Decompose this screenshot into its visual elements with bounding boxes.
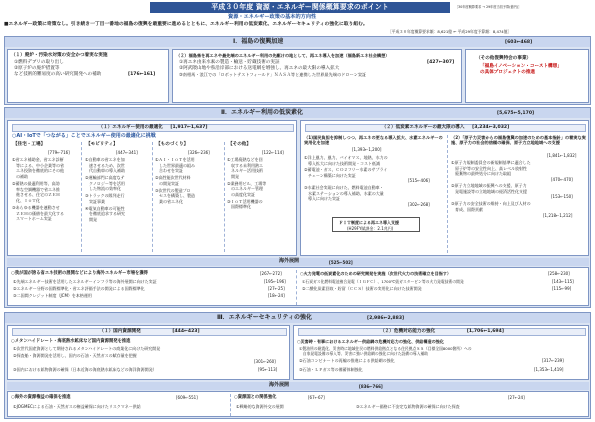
low-carbon-amount: [3,234←3,032] <box>472 125 510 130</box>
decommission-item-3: など技術的難易度の高い研究開発への補助 <box>14 72 102 77</box>
overseas-rights-amount: [609←551] <box>176 395 198 400</box>
other-line: 収する未利用熱エ <box>227 162 263 168</box>
total-budget: ［平成３０年度概算要求額：8,621億 ← 平成29年度予算額：8,474億］ <box>388 29 512 34</box>
thermal-line: ②二酸化炭素回収・貯留（ＣＣＳ）技術の実用化に向けた技術開発 <box>302 286 422 291</box>
mobility-line: を徹底追求する研究 <box>85 211 125 216</box>
manufacturing-line: した世界最適の組み <box>155 162 195 168</box>
domestic-resources-lead: ○メタンハイドレート・海底熱水鉱床など国内資源開発を推進 <box>11 339 131 344</box>
crisis-response-lead: ○災害時・有事におけるエネルギー供給網の危機対応力の強化、供給構造の強化 <box>297 339 444 344</box>
house-line: ①省エネ補助金、省エネ診断 <box>12 157 64 162</box>
mobility-line: ④電気自動車の可能性 <box>85 205 125 211</box>
decommission-amount: [176←161] <box>128 72 156 77</box>
thermal-line-amount: [115←99] <box>552 286 572 291</box>
unit-note: ［30年度概算要求 → 29年度当初予算(億円)］ <box>455 5 522 9</box>
other-reconstruction-heading: （その他復興特会の事業） <box>476 56 532 61</box>
low-carbon-box <box>300 120 589 256</box>
crisis-response-line: ②石油コンビナートの再編の推進による供給網の強化 <box>299 358 395 363</box>
renewable-line: ③水素社会実現に向けた、燃料電池自動車・ <box>304 185 384 190</box>
fukushima-re-amount: [427←307] <box>427 60 455 65</box>
domestic-resources-line: ①次世代国産資源として期待されるメタンハイドレートの商業化に向けた研究開発 <box>13 346 161 351</box>
domestic-resources-box <box>7 325 290 380</box>
energy-use-title: （１）エネルギー使用の最適化 <box>98 125 163 130</box>
resource-relations-amount: [67←67] <box>308 395 325 400</box>
house-line: 化、ＩｏＴ化 <box>12 197 40 203</box>
house-amount: [779←716] <box>48 150 70 155</box>
manufacturing-amount: [326←236] <box>188 150 210 155</box>
house-line: スマートホーム実証 <box>12 216 52 221</box>
page-title-bar <box>150 2 450 13</box>
low-carbon-title: （２）低炭素エネルギーの最大限の導入 <box>381 125 465 130</box>
other-line: ネルギー活用技術 <box>227 168 263 173</box>
manufacturing-line: ①ＡＩ・ＩｏＴを活用 <box>155 157 195 162</box>
crisis-response-header <box>298 328 586 336</box>
overseas-rights-heading: ○海外の資源権益の確保を推進 <box>11 395 71 400</box>
section-1-title: Ⅰ．福島の復興加速 <box>233 38 284 45</box>
crisis-response-amount-2: [1,353←1,419] <box>534 367 564 372</box>
overseas-efficiency-line-amount: [18←24] <box>268 293 285 298</box>
fukushima-re-heading: （２）福島県を再エネや最先端のエネルギー利用の先駆けの地として、再エネ導入を加速（福島新エネ社会構想） <box>176 53 390 58</box>
fit-label: ＦＩＴ制度による再エネ導入支援 <box>339 219 399 225</box>
renewable-amount-3: [302←268] <box>408 202 430 207</box>
section-2-overseas-title: 海外展開 <box>279 258 300 265</box>
page-title: 平成３０年度 資源・エネルギー関係概算要求のポイント <box>211 3 389 11</box>
crisis-response-box <box>293 325 589 380</box>
resource-relations-heading: ○資源国との関係強化 <box>234 395 277 400</box>
domestic-resources-amount: [444←423] <box>172 329 200 334</box>
domestic-resources-line: ③国内における鉱物資源の確保（日本近海の海底熱水鉱床などの海洋資源開発） <box>13 367 157 372</box>
section-2-overseas-box <box>7 267 589 306</box>
section-2-header <box>5 108 590 118</box>
manufacturing-line: セスを構築し、製造 <box>155 193 195 198</box>
mobility-amount: [447←341] <box>116 150 138 155</box>
section-2-overseas-header <box>7 258 589 266</box>
other-line: ③ＩｏＴ活用機器の <box>227 198 263 204</box>
renewable-line: ①洋上風力、風力、バイオマス、地熱、水力の <box>304 155 388 160</box>
thermal-amount: [258←230] <box>548 271 570 276</box>
low-carbon-header <box>305 124 586 132</box>
nuclear-line: 発電施設等の立地地域の経済活性化支援 <box>451 188 527 194</box>
divider <box>296 270 297 305</box>
manufacturing-line: 合わせを実証 <box>155 168 183 173</box>
section-1-mid-box <box>172 49 462 103</box>
other-line: ①工場廃熱などを回 <box>227 157 263 162</box>
house-line: 等による、中小企業等の省 <box>12 162 64 168</box>
divider <box>224 142 225 252</box>
policy-statement: ■エネルギー政策に奇策なし。引き続き一丁目一番地の福島の復興を最重要に進めるとともに、エネルギー利用の低炭素化、エネルギーセキュリティの強化に取り組む。 <box>4 22 368 27</box>
house-line: の補助 <box>12 173 28 179</box>
innovation-coast-line-1: 「福島イノベーション・コースト構想」 <box>480 64 562 69</box>
nuclear-line: ①原子力規制委員会の新規制基準に適合した <box>451 160 531 165</box>
house-line: 進させる、住宅のＺＥＨ <box>12 192 60 197</box>
nuclear-line: ②原子力立地地域の振興への支援、原子力 <box>451 183 527 188</box>
crisis-response-amount-1: [317←239] <box>542 358 564 363</box>
energy-use-box <box>7 120 297 256</box>
decommission-heading: （１）廃炉・汚染水対策の安全かつ着実な実施 <box>11 53 108 58</box>
section-3-overseas-box <box>7 391 589 417</box>
mobility-line: クノロジー等を活用 <box>85 180 125 186</box>
other-heading: 【その他】 <box>228 142 251 147</box>
nuclear-column <box>451 135 587 253</box>
section-3-overseas-header <box>7 382 589 390</box>
nuclear-line: 原子炉等の安全性向上、高レベル放射性 <box>451 165 527 171</box>
section-3-overseas-title: 海外展開 <box>269 382 290 389</box>
domestic-resources-amount-1: [301←260] <box>254 359 276 364</box>
domestic-resources-header <box>12 328 287 336</box>
energy-use-header <box>12 124 294 132</box>
renewable-line: 水素ステーションの導入補助、水素の大量 <box>304 190 384 196</box>
mobility-line: 実証事業 <box>85 198 105 204</box>
innovation-coast-line-2: の具体プロジェクトの推進 <box>480 70 536 75</box>
section-2-overseas-amount: [525←502] <box>329 260 353 265</box>
crisis-response-line: ③石油・ＬＰガス等の備蓄体制強化 <box>299 367 363 372</box>
overseas-efficiency-heading: ○我が国が誇る省エネ技術の展開などにより海外エネルギー市場を獲得 <box>11 271 148 276</box>
mobility-line: した物流の効率化 <box>85 186 121 191</box>
crisis-response-line: 自家発電設備の導入等、災害に強い供給網の強化に向けた設備の導入補助 <box>299 351 429 356</box>
nuclear-amount-3: [153←150] <box>551 194 573 199</box>
overseas-efficiency-line-amount: [195←196] <box>264 279 286 284</box>
crisis-response-amount: [1,706←1,694] <box>466 329 504 334</box>
renewable-amount-2: [515←406] <box>408 178 430 183</box>
other-line: ②業務用ビル、工場等 <box>227 180 267 186</box>
thermal-line: ①石炭ガス化燃料電池複合発電（ＩＧＦＣ）、1700℃級ガスタービン等の火力発電技術の開発 <box>302 279 464 284</box>
divider <box>81 142 82 252</box>
house-line: 率な空調機器で省エネ推 <box>12 186 60 192</box>
section-1-right-box <box>465 49 589 103</box>
nuclear-line: 廃棄物の最終処分に向けた取組 <box>451 171 511 176</box>
policy-subtitle: 資源・エネルギー政策の基本的方向性 <box>228 14 317 20</box>
nuclear-line: ③原子力の安全技術の維持・向上及び人材の <box>451 201 531 206</box>
section-3-title: Ⅲ．エネルギーセキュリティの強化 <box>217 314 312 321</box>
decommission-item-1: ①燃料デブリの取り出し <box>14 60 64 65</box>
crisis-response-title: （２）危機対応能力の強化 <box>380 329 436 334</box>
renewable-line: チェーン構築に向けた実証 <box>304 172 356 178</box>
decommission-item-2: ②原子炉の廃炉措置等 <box>14 66 60 71</box>
domestic-resources-amount-2: [95←113] <box>258 367 278 372</box>
divider <box>447 135 448 253</box>
manufacturing-line: の開発実証 <box>155 180 179 186</box>
other-amount: [122←114] <box>262 150 284 155</box>
section-1-header <box>5 37 590 47</box>
house-line: ＺＥＨの価値を最大化する <box>12 210 64 216</box>
overseas-efficiency-line: ③二国間クレジット制度（JCM）を本格運用 <box>13 293 92 298</box>
fukushima-re-item-3: ③南相馬・浪江での「ロボットテストフィールド」ＮＡＳＡ等と連携した世界最先端のドローン実証 <box>179 72 367 77</box>
other-line: 国際標準化 <box>227 204 251 209</box>
fit-box <box>332 217 420 232</box>
renewable-amount: [1,393←1,200] <box>352 147 382 152</box>
mobility-line: 代自動車の導入補助 <box>85 168 125 173</box>
house-line: エネ投資を徹底的にその他 <box>12 168 64 173</box>
overseas-efficiency-line: ②エネルギー分野の国際標準化・省エネ評価手法の開発による国際標準化 <box>13 286 145 291</box>
manufacturing-line: 業の省エネ化 <box>155 198 183 204</box>
renewable-column <box>304 135 444 253</box>
mobility-line: ③トラックの隊列走行 <box>85 193 125 198</box>
renewable-line: 導入に向けた実証 <box>304 196 340 201</box>
nuclear-amount: [1,841←1,832] <box>547 153 577 158</box>
divider <box>152 142 153 252</box>
domestic-resources-line: ②探査船・資源開発を活用し、国内の石油・天然ガスの賦存量を把握 <box>13 353 137 358</box>
mobility-line: 開発 <box>85 216 97 222</box>
mobility-heading: 【モビリティ】 <box>86 142 118 147</box>
fukushima-re-item-1: ①再エネ由来水素の製造・輸送・貯蔵技術の実証 <box>179 60 280 65</box>
other-line: の高度化実証 <box>227 191 255 197</box>
nuclear-amount-4: [1,218←1,212] <box>543 213 573 218</box>
mobility-line: ①自動車の省エネを加 <box>85 157 125 162</box>
section-3-overseas-amount: [836←766] <box>359 384 383 389</box>
other-line: 開発 <box>227 173 239 179</box>
other-line: のエネルギー管理 <box>227 186 263 191</box>
section-1-left-box <box>7 49 169 103</box>
fit-amount: (H29FY賦課金：2.1兆円) <box>347 225 394 231</box>
fukushima-re-item-2: ②阿武隈山地や県沿岸部における送電網を増強し、再エネの最大限の導入拡大 <box>179 66 340 71</box>
overseas-efficiency-amount: [267←272] <box>260 271 282 276</box>
overseas-efficiency-line: ①先端エネルギー技術を活用したエネルギーインフラ等の海外展開に向けた実証 <box>13 279 157 284</box>
manufacturing-line: ②高性能次世代材料 <box>155 175 191 180</box>
renewable-heading: （1)国民負担を抑制しつつ、再エネの更なる導入拡大、水素エネルギーの実用化を加速 <box>304 135 443 145</box>
overseas-rights-line: ①JOGMECによる石油・天然ガスの権益確保に向けたリスクマネー供給 <box>13 404 141 409</box>
thermal-line-amount: [143←115] <box>552 279 574 284</box>
nuclear-line: 育成、国際貢献 <box>451 206 483 212</box>
section-2-title: Ⅱ．エネルギー利用の低炭素化 <box>221 109 303 116</box>
house-heading: 【住宅・工場】 <box>13 142 46 147</box>
mobility-line: 速させるため、次世 <box>85 162 125 168</box>
nuclear-heading: （2）「原子力災害からの福島復興の加速のための基本指針」の着実な実施、原子力の社会的信頼の確保、原子力立地地域への支援 <box>451 135 586 145</box>
crisis-response-line: ①製油所の耐震化、災害時に地域住民の燃料供給拠点となる住民拠点ＳＳ（目標全国8000箇所）への <box>299 346 472 351</box>
section-3-header <box>5 313 590 323</box>
nuclear-amount-2: [470←470] <box>551 176 573 182</box>
mineral-exploration-amount: [27←24] <box>508 395 525 400</box>
house-line: ②蓄熱の最適利用等、高効 <box>12 181 60 186</box>
domestic-resources-title: （１）国内資源開発 <box>99 329 141 334</box>
mobility-line: ②運輸部門に高度なテ <box>85 175 125 180</box>
manufacturing-line: ③次世代の製造プロ <box>155 187 191 193</box>
renewable-line: ②蓄電池・ガス、ＣＯ２フリー水素のサプライ <box>304 167 388 172</box>
resource-relations-line: ①戦略的な資源外交の展開 <box>236 404 284 409</box>
thermal-heading: ○火力発電の低炭素化のための研究開発を実施（次世代火力の技術確立を目指す） <box>300 271 451 276</box>
overseas-efficiency-line-amount: [27←25] <box>268 286 285 291</box>
section-3-amount: [2,986←2,883] <box>367 315 405 321</box>
divider <box>230 394 231 416</box>
manufacturing-heading: 【ものづくり】 <box>156 142 189 147</box>
ai-iot-heading: ○AI・IoTで「つながる」ことでエネルギー使用の最適化に挑戦 <box>12 133 156 139</box>
house-line: ③あらゆる機器を連動させ <box>12 205 60 210</box>
mineral-exploration-line: ③エネルギー価格に不安定な鉱物資源の確保に向けた探査 <box>356 404 460 409</box>
section-1-amount: [603←468] <box>505 39 533 45</box>
section-2-amount: [5,675←5,170] <box>497 110 535 116</box>
renewable-line: 導入拡大に向けた技術開発・コスト低減 <box>304 160 380 166</box>
energy-use-amount: [1,917←1,637] <box>170 125 208 130</box>
